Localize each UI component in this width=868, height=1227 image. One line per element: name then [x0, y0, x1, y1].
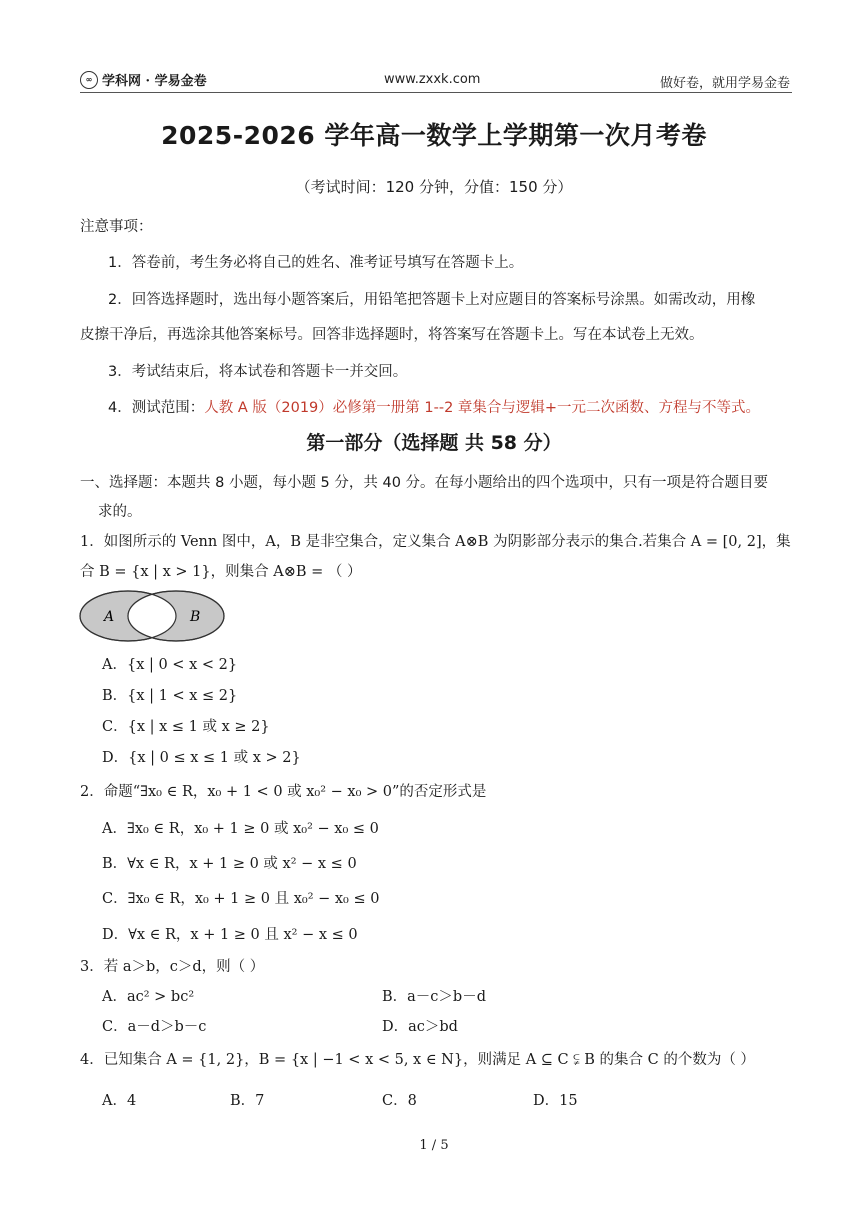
header-slogan: 做好卷，就用学易金卷	[659, 76, 790, 91]
section-intro-line-2: 求的。	[98, 504, 142, 520]
header-divider	[80, 92, 792, 93]
q3-option-b: B．a－c＞b－d	[382, 989, 486, 1005]
notice-item-4-scope: 人教 A 版（2019）必修第一册第 1--2 章集合与逻辑+一元二次函数、方程与不等式。	[204, 400, 761, 416]
q3-option-d: D．ac＞bd	[382, 1019, 458, 1035]
page-number: 1 / 5	[419, 1138, 449, 1153]
q2-option-d: D．∀x ∈ R，x + 1 ≥ 0 且 x² − x ≤ 0	[102, 927, 358, 943]
exam-title: 2025-2026 学年高一数学上学期第一次月考卷	[161, 121, 707, 150]
logo-text: 学科网 · 学易金卷	[102, 74, 207, 89]
notice-heading: 注意事项：	[80, 219, 153, 235]
section-intro-line-1: 一、选择题：本题共 8 小题，每小题 5 分，共 40 分。在每小题给出的四个选项中，只有一项是符合题目要	[80, 475, 769, 491]
notice-item-4	[108, 396, 760, 417]
q1-stem-line-1: 1．如图所示的 Venn 图中，A，B 是非空集合，定义集合 A⊗B 为阴影部分表示的集合.若集合 A = [0, 2]，集	[80, 534, 791, 550]
logo-icon: ∞	[80, 71, 98, 89]
brand-logo	[80, 70, 207, 89]
q2-stem: 2．命题“∃x₀ ∈ R，x₀ + 1 < 0 或 x₀² − x₀ > 0”的否定形式是	[80, 784, 487, 800]
section-title: 第一部分（选择题 共 58 分）	[306, 432, 562, 454]
venn-diagram	[78, 588, 228, 644]
exam-subtitle: （考试时间：120 分钟，分值：150 分）	[295, 178, 573, 196]
q2-option-a: A．∃x₀ ∈ R，x₀ + 1 ≥ 0 或 x₀² − x₀ ≤ 0	[102, 821, 379, 837]
notice-item-3: 3．考试结束后，将本试卷和答题卡一并交回。	[108, 364, 408, 380]
q3-stem: 3．若 a＞b，c＞d，则（ ）	[80, 959, 265, 975]
q1-option-c: C．{x | x ≤ 1 或 x ≥ 2}	[102, 719, 270, 735]
notice-item-2-line-1: 2．回答选择题时，选出每小题答案后，用铅笔把答题卡上对应题目的答案标号涂黑。如需改动，用橡	[108, 292, 756, 308]
q1-stem-line-2: 合 B = {x | x > 1}，则集合 A⊗B = （ ）	[80, 564, 362, 580]
venn-label-a: A	[104, 609, 115, 625]
notice-item-4-prefix: 4．测试范围：	[108, 400, 205, 416]
notice-item-1: 1．答卷前，考生务必将自己的姓名、准考证号填写在答题卡上。	[108, 255, 524, 271]
q4-option-d: D．15	[533, 1093, 578, 1109]
q4-option-c: C．8	[382, 1093, 417, 1109]
venn-label-b: B	[190, 609, 201, 625]
notice-item-2-line-2: 皮擦干净后，再选涂其他答案标号。回答非选择题时，将答案写在答题卡上。写在本试卷上无效。	[80, 327, 704, 343]
q1-option-d: D．{x | 0 ≤ x ≤ 1 或 x > 2}	[102, 750, 301, 766]
q4-stem: 4．已知集合 A = {1, 2}，B = {x | −1 < x < 5, x ∈ N}，则满足 A ⊆ C ⫋ B 的集合 C 的个数为（ ）	[80, 1052, 755, 1068]
header-url: www.zxxk.com	[384, 72, 481, 87]
q1-option-b: B．{x | 1 < x ≤ 2}	[102, 688, 238, 704]
q2-option-c: C．∃x₀ ∈ R，x₀ + 1 ≥ 0 且 x₀² − x₀ ≤ 0	[102, 891, 380, 907]
q4-option-a: A．4	[102, 1093, 137, 1109]
q1-option-a: A．{x | 0 < x < 2}	[102, 657, 238, 673]
q3-option-c: C．a－d＞b－c	[102, 1019, 207, 1035]
q4-option-b: B．7	[230, 1093, 265, 1109]
q3-option-a: A．ac² > bc²	[102, 989, 195, 1005]
q2-option-b: B．∀x ∈ R，x + 1 ≥ 0 或 x² − x ≤ 0	[102, 856, 357, 872]
